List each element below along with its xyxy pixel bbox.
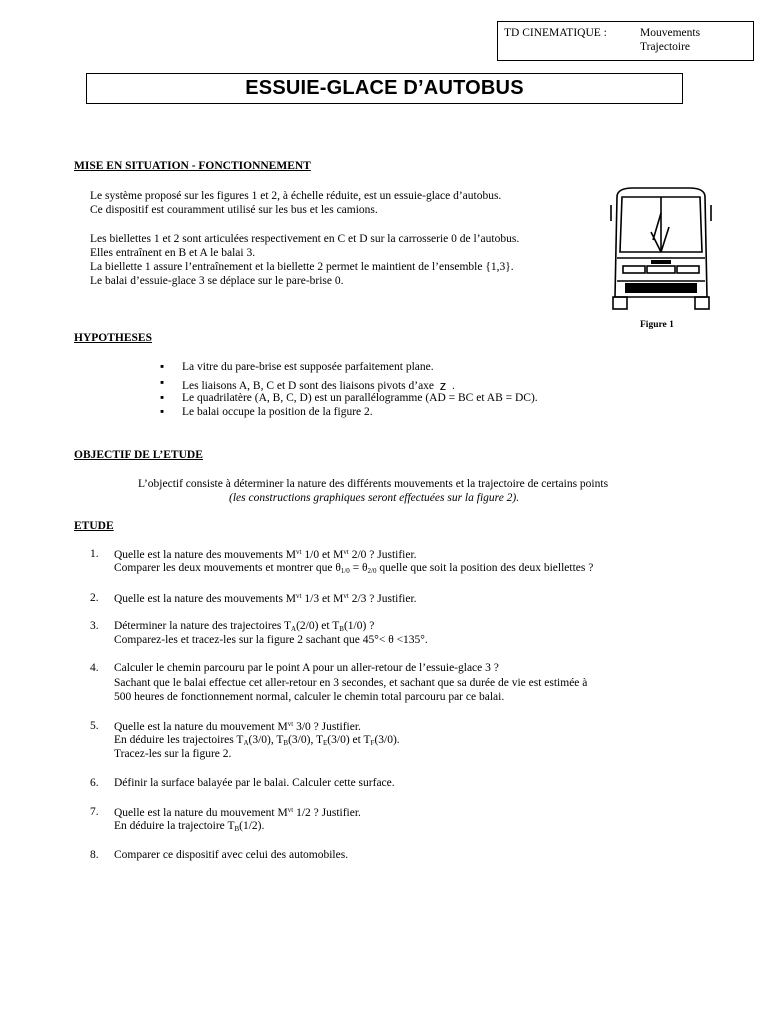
question-5-line-2: En déduire les trajectoires $T_A(3/0)$, $T_B(3/0)$, $T_E(3/0)$ et $T_F(3/0)$. xyxy=(114,734,400,747)
question-1-line-1: Quelle est la nature des mouvements $M^{vt}$ 1/0 et $M^{vt}$ 2/0 ? Justifier. xyxy=(114,548,417,561)
question-1-line-2: Comparer les deux mouvements et montrer que $\theta_{1/0} = \theta_{2/0}$ quelle que soit la position des deux biellettes ? xyxy=(114,562,594,575)
question-7-line-1: Quelle est la nature du mouvement $M^{vt}$ 1/2 ? Justifier. xyxy=(114,806,361,819)
bullet-marker: ▪ xyxy=(160,361,165,373)
question-6-line-1: Définir la surface balayée par le balai. Calculer cette surface. xyxy=(114,777,395,789)
situation-line-2: Ce dispositif est couramment utilisé sur les bus et les camions. xyxy=(90,204,378,216)
bullet-marker: ▪ xyxy=(160,406,165,418)
topic-trajectoire: Trajectoire xyxy=(640,41,691,53)
section-heading-objectif: OBJECTIF DE L’ETUDE xyxy=(74,449,203,461)
question-number: 3. xyxy=(90,620,99,632)
section-heading-etude: ETUDE xyxy=(74,520,114,532)
bullet-marker: ▪ xyxy=(160,377,165,389)
question-4-line-1: Calculer le chemin parcouru par le point A pour un aller-retour de l’essuie-glace 3 ? xyxy=(114,662,499,674)
question-number: 6. xyxy=(90,777,99,789)
title-box xyxy=(86,73,683,104)
objectif-line-2: (les constructions graphiques seront effectuées sur la figure 2). xyxy=(229,492,520,504)
question-number: 2. xyxy=(90,592,99,604)
question-2-line-1: Quelle est la nature des mouvements $M^{vt}$ 1/3 et $M^{vt}$ 2/3 ? Justifier. xyxy=(114,592,417,605)
question-number: 1. xyxy=(90,548,99,560)
situation-line-4: Elles entraînent en B et A le balai 3. xyxy=(90,247,256,259)
page-title: ESSUIE-GLACE D’AUTOBUS xyxy=(245,77,524,99)
question-number: 8. xyxy=(90,849,99,861)
question-number: 4. xyxy=(90,662,99,674)
figure-caption: Figure 1 xyxy=(640,320,674,330)
question-7-line-2: En déduire la trajectoire $T_B(1/2)$. xyxy=(114,820,265,833)
hypothesis-3: Le quadrilatère (A, B, C, D) est un parallélogramme (AD = BC et AB = DC). xyxy=(182,392,538,404)
question-8-line-1: Comparer ce dispositif avec celui des automobiles. xyxy=(114,849,349,861)
hypothesis-2: Les liaisons A, B, C et D sont des liaisons pivots d’axe z . xyxy=(182,378,455,393)
situation-line-6: Le balai d’essuie-glace 3 se déplace sur le pare-brise 0. xyxy=(90,275,344,287)
situation-line-3: Les biellettes 1 et 2 sont articulées respectivement en C et D sur la carrosserie 0 de l’autobus. xyxy=(90,233,520,245)
section-heading-situation: MISE EN SITUATION - FONCTIONNEMENT xyxy=(74,160,311,172)
hypothesis-1: La vitre du pare-brise est supposée parfaitement plane. xyxy=(182,361,434,373)
question-number: 5. xyxy=(90,720,99,732)
axis-z: z xyxy=(439,378,447,393)
situation-line-1: Le système proposé sur les figures 1 et 2, à échelle réduite, est un essuie-glace d’autobus. xyxy=(90,190,502,202)
question-number: 7. xyxy=(90,806,99,818)
question-4-line-3: 500 heures de fonctionnement normal, calculer le chemin total parcouru par ce balai. xyxy=(114,691,505,703)
bullet-marker: ▪ xyxy=(160,392,165,404)
objectif-line-1: L’objectif consiste à déterminer la nature des différents mouvements et la trajectoire de certains points xyxy=(138,478,609,490)
section-heading-hypotheses: HYPOTHESES xyxy=(74,332,152,344)
question-4-line-2: Sachant que le balai effectue cet aller-retour en 3 secondes, et sachant que sa durée de vie est estimée à xyxy=(114,677,588,689)
hypothesis-4: Le balai occupe la position de la figure 2. xyxy=(182,406,373,418)
question-5-line-3: Tracez-les sur la figure 2. xyxy=(114,748,232,760)
question-3-line-2: Comparez-les et tracez-les sur la figure 2 sachant que 45°< θ <135°. xyxy=(114,634,428,646)
question-3-line-1: Déterminer la nature des trajectoires $T_A(2/0)$ et $T_B(1/0)$ ? xyxy=(114,620,375,633)
situation-line-5: La biellette 1 assure l’entraînement et la biellette 2 permet le maintient de l’ensemble {1,3}. xyxy=(90,261,514,273)
question-5-line-1: Quelle est la nature du mouvement $M^{vt}$ 3/0 ? Justifier. xyxy=(114,720,361,733)
bus-front-figure xyxy=(603,185,718,315)
topic-mouvements: Mouvements xyxy=(640,27,701,39)
td-label: TD CINEMATIQUE : xyxy=(504,27,607,39)
